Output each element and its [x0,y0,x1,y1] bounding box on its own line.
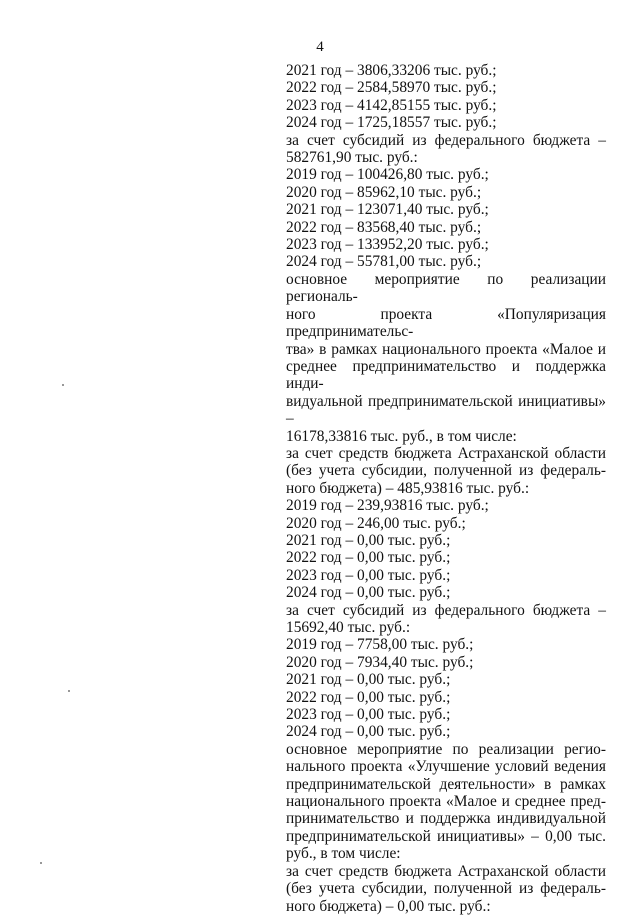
text-line: нального проекта «Улучшение условий ведения [286,758,606,776]
text-line: 2020 год – 85962,10 тыс. руб.; [286,183,482,201]
text-line: за счет средств бюджета Астраханской области [286,862,606,880]
text-line: ного проекта «Популяризация предпринимательс- [286,305,606,341]
text-line: основное мероприятие по реализации региональ- [286,270,606,306]
scan-speck [68,690,70,692]
text-line: 2023 год – 4142,85155 тыс. руб.; [286,96,497,114]
text-line: 2021 год – 3806,33206 тыс. руб.; [286,62,497,79]
text-line: национального проекта «Малое и среднее пред- [286,793,606,811]
text-line: 2019 год – 239,93816 тыс. руб.; [286,497,489,515]
text-line: 2022 год – 83568,40 тыс. руб.; [286,218,482,236]
text-line: 2019 год – 100426,80 тыс. руб.; [286,166,489,184]
text-line: принимательство и поддержка индивидуальной [286,810,606,828]
text-line: 2021 год – 0,00 тыс. руб.; [286,671,451,689]
text-line: среднее предпринимательство и поддержка инди- [286,357,606,393]
text-line: 16178,33816 тыс. руб., в том числе: [286,427,517,445]
text-line: 2024 год – 0,00 тыс. руб.; [286,723,451,741]
text-line: 2020 год – 7934,40 тыс. руб.; [286,653,474,671]
scan-speck [40,862,42,864]
text-line: основное мероприятие по реализации регио- [286,740,606,758]
text-line: предпринимательской деятельности» в рамках [286,775,606,793]
text-line: 2021 год – 123071,40 тыс. руб.; [286,201,489,219]
page-number: 4 [316,39,324,55]
scan-speck [62,384,64,386]
text-line: 2024 год – 1725,18557 тыс. руб.; [286,114,497,132]
text-line: 582761,90 тыс. руб.: [286,149,418,167]
text-line: за счет субсидий из федерального бюджета – [286,601,606,619]
text-line: за счет средств бюджета Астраханской области [286,444,606,462]
document-text-column [286,62,606,915]
text-line: ного бюджета) – 485,93816 тыс. руб.: [286,479,530,497]
text-line: за счет субсидий из федерального бюджета – [286,131,606,149]
text-line: 15692,40 тыс. руб.: [286,619,411,636]
text-line: руб., в том числе: [286,845,401,863]
text-line: 2024 год – 55781,00 тыс. руб.; [286,253,482,271]
text-line: 2022 год – 0,00 тыс. руб.; [286,549,451,567]
text-line: 2023 год – 0,00 тыс. руб.; [286,706,451,724]
text-line: 2022 год – 0,00 тыс. руб.; [286,688,451,706]
text-line: 2019 год – 7758,00 тыс. руб.; [286,636,474,654]
text-line: 2023 год – 0,00 тыс. руб.; [286,566,451,584]
text-line: ного бюджета) – 0,00 тыс. руб.: [286,897,491,915]
text-line: 2021 год – 0,00 тыс. руб.; [286,531,451,549]
text-line: (без учета субсидии, полученной из федераль- [286,462,606,480]
text-line: 2022 год – 2584,58970 тыс. руб.; [286,79,497,97]
text-line: видуальной предпринимательской инициативы» – [286,392,606,428]
text-line: 2024 год – 0,00 тыс. руб.; [286,584,451,602]
text-line: 2020 год – 246,00 тыс. руб.; [286,514,466,532]
text-line: (без учета субсидии, полученной из федераль- [286,880,606,898]
text-line: тва» в рамках национального проекта «Малое и [286,340,606,358]
text-line: 2023 год – 133952,20 тыс. руб.; [286,236,489,254]
text-line: предпринимательской инициативы» – 0,00 тыс. [286,827,606,845]
